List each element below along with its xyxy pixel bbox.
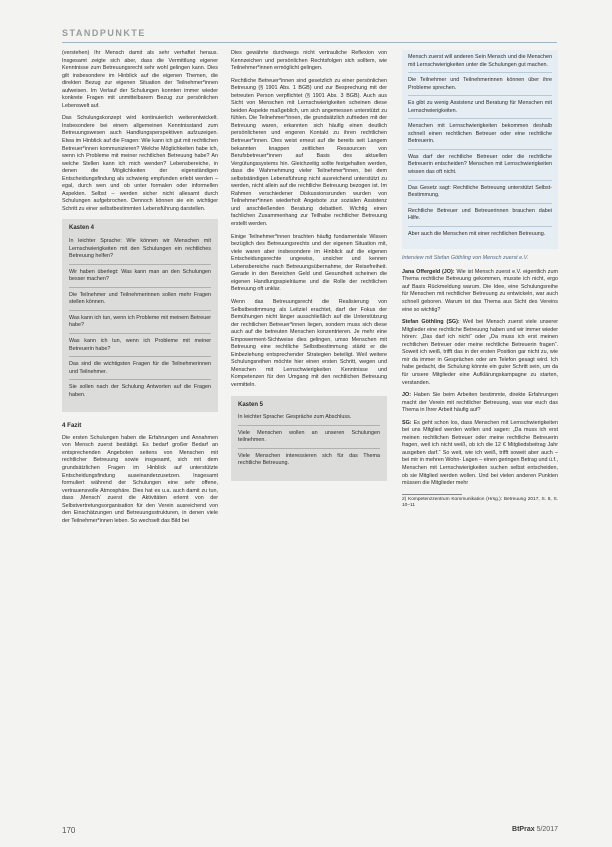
paragraph: Die ersten Schulungen haben die Erfahrungen und Annahmen von Mensch zuerst bestätigt. Es bedarf großer Bedarf an entsprechenden Angeboten seitens von Menschen mit rechtlicher Betreuung sowie insgesamt, sich mit dem grundsätzlichen Fragen im Hinblick auf unterstützte Entscheidungsfindung auseinanderzusetzen. Insgesamt formuliert während der Schulungen eine sehr offene, vertrauensvolle Atmosphäre. Dies hat es u.a. auch damit zu tun, dass ‚Mensch‘ zuerst die Aktivitäten erlernt von der Selbstvertretungsorganisation für den Verein ausreichend von den Einschätzungen und Betreuungsstrukturen, in denen viele der Teilnehmer*innen leben. So wechselt das Bild bei	[62, 434, 218, 524]
paragraph: Das Schulungskonzept wird kontinuierlich weiterentwickelt. Insbesondere bei einem allgemeinen Kenntnisstand zum Betreuungswesen auch Handlungsperspektiven aufzuzeigen. Etwa im Hinblick auf die Fragen: Wie kann ich gut mit rechtlichen Betreuer*innen kommunizieren? Welche Möglichkeiten habe ich, wenn ich Probleme mit meiner rechtlichen Betreuung habe? An welche Stellen kann ich mich wenden? Lebensbereiche, in denen die Möglichkeiten der eigenständigen Entscheidungsfindung als schwierig empfunden erlebt werden – egal, durch wen und ob unter formalen oder informellen Aspekten. Selbst – werden sicher nicht allesamt durch Schulungen aufgebrochen. Dennoch können sie ein wichtiger Schritt zu einer selbstbestimmten Lebensführung darstellen.	[62, 115, 218, 212]
box-item: Mensch zuerst will anderen Sein Mensch und die Menschen mit Lernschwierigkeiten unter die Schulungen gut machen.	[408, 54, 552, 73]
answer-text: Weil bei Mensch zuerst viele unserer Mitglieder eine rechtliche Betreuung haben und wir immer wieder hören: „Das darf ich nicht“ oder „Da muss ich erst meinen rechtlichen Betreuer oder meine rechtliche Betreuerin fragen“. Soweit ich weiß, trifft das in der ersten Position gar nicht zu, wie mir da immer in Gesprächen oder am Telefon gesagt wird. Ich habe gedacht, die Schulung könnte ein guter Schritt sein, um da für unsere Mitglieder eine Aufklärungskampagne zu starten, verstanden.	[402, 319, 558, 386]
box-item: Viele Menschen interessieren sich für das Thema rechtliche Betreuung.	[238, 452, 380, 467]
question-text: Haben Sie beim Arbeiten bestimmte, direkte Erfahrungen macht der Verein mit rechtlicher Betreuung, was war euch das Thema in Ihrer Arbeit häufig auf?	[402, 392, 558, 414]
box-item: In leichter Sprache: Wie können wir Menschen mit Lernschwierigkeiten mit den Schulungen ein rechtliches Betreuung helfen?	[69, 238, 211, 265]
box-item: Was darf der rechtliche Betreuer oder die rechtliche Betreuerin entscheiden? Menschen mit Lernschwierigkeiten wissen das oft nicht.	[408, 154, 552, 181]
box-title: Kasten 5	[238, 401, 264, 408]
paragraph: Dies gewährte durchwegs nicht vertrauliche Reflexion von Kennzeichen und persönlichen Rechtsfolgen sich solltem, wie Teilnehmer*innen ermöglicht gelingen.	[231, 50, 387, 72]
interview-question	[402, 269, 558, 314]
column-2	[231, 50, 387, 491]
paragraph: Rechtliche Betreuer*innen sind gesetzlich zu einer persönlichen Betreuung (§ 1901 Abs. 1 BGB) und zur Besprechung mit der betreuten Person verpflichtet (§ 1901 Abs. 3 BGB). Auch aus Sicht von Menschen mit Lernschwierigkeiten scheinen diese beiden Aspekte maßgeblich, um sich angemessen unterstützt zu fühlen. Die Teilnehmer*innen, die grundsätzlich zufrieden mit der Betreuung waren, erkannten sich häufig einen deutlich persönlicheren und engeren Kontakt zu ihren rechtlichen Betreuer*innen. Dies weist erneut auf die bereits seit Langem bekannten knappen zeitlichen Ressourcen von Berufsbetreuer*innen auf Basis des aktuellen Vergütungssystems hin. Gleichzeitig sollte festgehalten werden, dass die Wahrnehmung vieler Teilnehmer*innen, bei dem selbstständigen Lebensführung nicht ausreichend unterstützt zu werden, nicht allein auf die rechtliche Betreuung bezogen ist. Im Rahmen verschiedener Diskussionsrunden wurden von Teilnehmer*innen wiederholt Angebote zur sozialen Assistenz und anschließenden Beratung debattiert. Wichtig einen fachlichen Zusammenhang zur Teilhabe rechtlicher Betreuung erstellt werden.	[231, 77, 387, 228]
footnote-rule	[402, 494, 462, 495]
box-item: Rechtliche Betreuer und Betreuerinnen brauchen dabei Hilfe.	[408, 208, 552, 227]
running-header: STANDPUNKTE	[62, 28, 146, 38]
box-item: Die Teilnehmer und Teilnehmerinnen sollen mehr Fragen stellen können.	[69, 292, 211, 311]
column-1	[62, 50, 218, 530]
box-item: Menschen mit Lernschwierigkeiten bekommen deshalb schnell einen rechtlichen Betreuer oder eine rechtliche Betreuerin.	[408, 123, 552, 150]
paragraph: Wenn das Betreuungsrecht die Realisierung von Selbstbestimmung als Leitziel erachtet, darf der Fokus der Bemühungen nicht länger ausschließlich auf die Unterstützung der rechtlichen Betreuer*innen liegen, sondern muss sich diese auch auf die betreuten Menschen konzentrieren. Je mehr eine Empowerment-Sichtweise dies gelingen, umso Menschen mit Betreuung eine rechtliche Selbstbestimmung stärkt er die Einbeziehung entsprechender Strategien beteiligt. Weil weitere Schulungsreihen möchte hier einen ersten Schritt, wegen und Menschen mit Lernschwierigkeiten Kenntnisse und Kompetenzen für den Umgang mit den rechtlichen Betreuung vermitteln.	[231, 298, 387, 388]
paragraph: (verstehen) Ihr Mensch damit als sehr verhaftet heraus. Insgesamt zeigte sich aber, dass die Vermittlung eigener Kenntnisse zum Betreuungsrecht sehr wohl gelingen kann. Dies gilt insbesondere im Hinblick auf die eigenen Themen, die direkten Bezug zur eigenen Situation der Teilnehmer*innen aufweisen. Im Verlauf der Schulungen konnten immer wieder konkrete Fragen mit unmittelbarem Bezug zur persönlichen Lebenswelt auf.	[62, 50, 218, 109]
interview-answer	[402, 420, 558, 488]
answer-text: Es geht schon los, dass Menschen mit Lernschwierigkeiten bei uns Mitglied werden wollen und sagen: „Da muss ich erst meinen rechtlichen Betreuer oder meine rechtliche Betreuerin fragen, weil ich nicht weiß, ob ich die 12 € Mitgliedsbeitrag Jahr ausgeben darf.“ So weit, wie ich weiß, trifft soweit aber auch – bei mir in mehren Wohn- Lagen – einen geringen Betrag und ü.f., Menschen mit Lernschwierigkeiten suchen selbst entscheiden, ob sie Mitglied werden wollen. Und bei vielen anderen Punkten müssen die Mitglieder mehr	[402, 419, 558, 487]
box-item: Es gibt zu wenig Assistenz und Beratung für Menschen mit Lernschwierigkeiten.	[408, 100, 552, 119]
question-text: Wie ist Mensch zuerst e.V. eigentlich zum Thema rechtliche Betreuung gekommen, musste ich nicht, ergo auf Basis Rückmeldung warum. Die Idee, eine Schulungsreihe für Menschen mit rechtlicher Betreuung zu entwickeln, war auch schnell geboren. Warum ist das Thema aus Sicht des Vereins eine so wichtig?	[402, 268, 558, 313]
box-item: Was kann ich tun, wenn ich Probleme mit meinem Betreuer habe?	[69, 315, 211, 334]
section-heading: 4 Fazit	[62, 422, 82, 430]
speaker: Stefan Göthling (SG):	[402, 319, 460, 326]
journal-name: BtPrax	[512, 826, 535, 833]
box-item: Sie sollen nach der Schulung Antworten auf die Fragen haben.	[69, 384, 211, 398]
column-3	[402, 50, 558, 509]
box-item: Die Teilnehmer und Teilnehmerinnen können über ihre Probleme sprechen.	[408, 77, 552, 96]
speaker: SG:	[402, 419, 412, 426]
box-4	[62, 219, 218, 412]
box-item: Viele Menschen wollen an unseren Schulungen teilnehmen.	[238, 430, 380, 449]
easy-language-box	[402, 50, 558, 249]
speaker: JO:	[402, 392, 411, 399]
box-item: Wir haben überlegt: Was kann man an den Schulungen besser machen?	[69, 269, 211, 288]
header-rule	[62, 42, 557, 43]
page-number: 170	[62, 826, 76, 835]
footnote: 2) Kompetenzzentrum Kommunikation (Hrsg.): Betreuung 2017, S. 8, S. 10–11	[402, 497, 558, 509]
box-title: Kasten 4	[69, 225, 95, 232]
journal-issue: 5/2017	[536, 826, 558, 833]
interview-question	[402, 392, 558, 415]
interview-answer	[402, 319, 558, 387]
box-5	[231, 396, 387, 481]
box-item: Das Gesetz sagt: Rechtliche Betreuung unterstützt Selbst-Bestimmung.	[408, 185, 552, 204]
paragraph: Einige Teilnehmer*innen brachten häufig fundamentale Wissen bezüglich des Betreuungsrechts und der eigenen Situation mit, viele waren aber insbesondere im Hinblick auf die eigenen Entscheidungsrechte ungewiss, unsicher und kennen Lebensbereiche nach Betreuungsübernahme, der Reisefreiheit. Gerade in den Bereichen Geld und Gesundheit scheinen die eigenen Handlungsspielräume und die Rolle der rechtlichen Betreuung oft unklar.	[231, 233, 387, 293]
box-item: Aber auch die Menschen mit einer rechtlichen Betreuung.	[408, 230, 546, 237]
speaker: Jana Offergeld (JO):	[402, 268, 455, 275]
journal-footer	[512, 826, 558, 833]
box-item: Was kann ich tun, wenn ich Probleme mit meiner Betreuerin habe?	[69, 338, 211, 357]
interview-intro: Interview mit Stefan Göthling von Mensch zuerst e.V.	[402, 255, 529, 262]
box-item: Das sind die wichtigsten Fragen für die Teilnehmerinnen und Teilnehmer.	[69, 361, 211, 380]
box-item: In leichter Sprache: Gespräche zum Abschluss.	[238, 414, 380, 426]
